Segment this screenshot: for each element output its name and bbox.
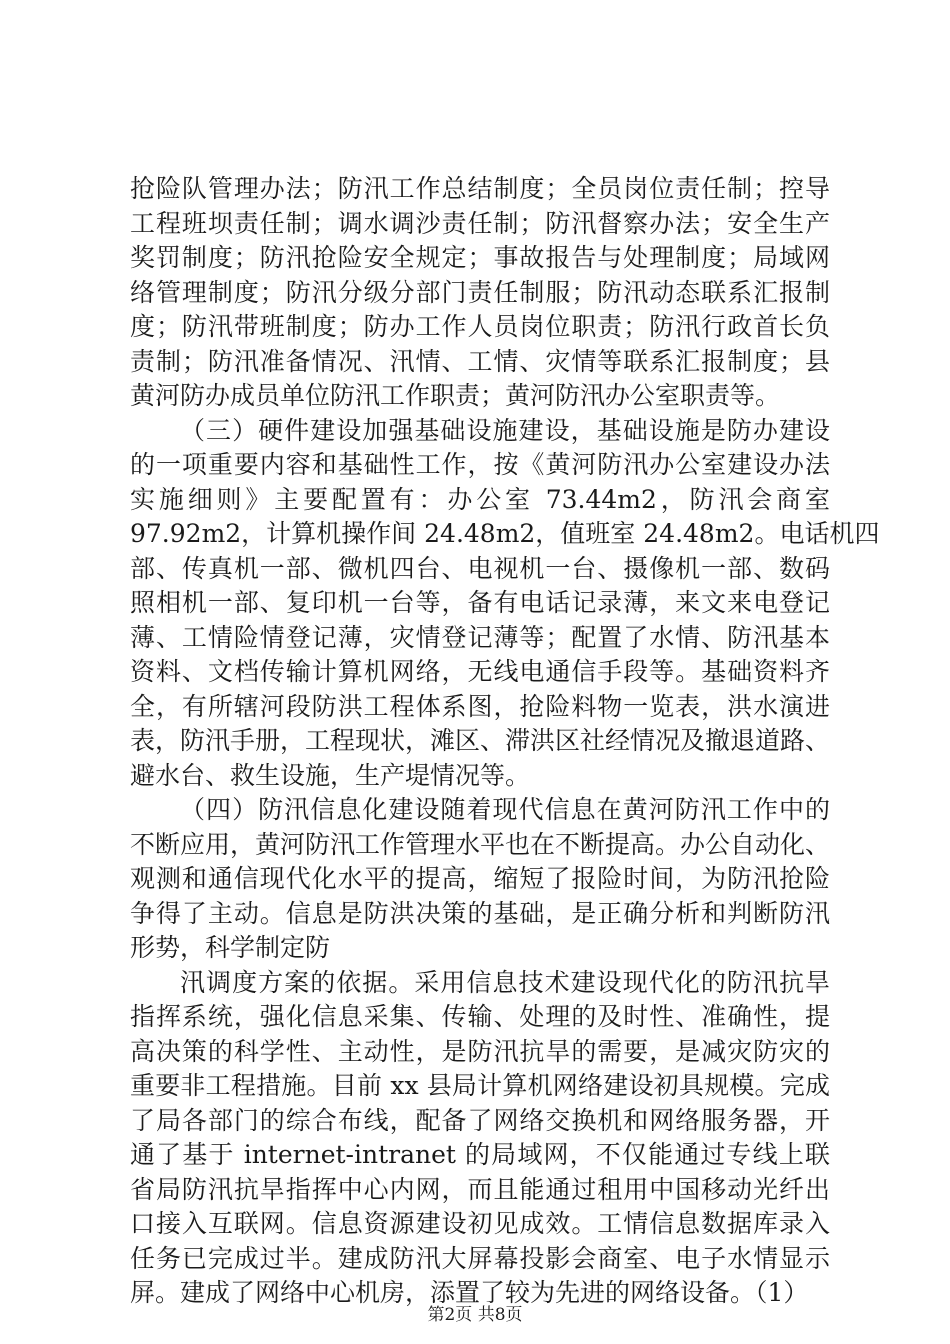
text-line: 工程班坝责任制；调水调沙责任制；防汛督察办法；安全生产 xyxy=(130,208,830,238)
text-line: （三）硬件建设加强基础设施建设，基础设施是防办建设 xyxy=(180,415,830,445)
text-line: 资料、文档传输计算机网络，无线电通信手段等。基础资料齐 xyxy=(130,657,830,686)
text-line: 任务已完成过半。建成防汛大屏幕投影会商室、电子水情显示 xyxy=(130,1243,830,1273)
text-line: 了局各部门的综合布线，配备了网络交换机和网络服务器，开 xyxy=(130,1105,830,1135)
text-line: 的一项重要内容和基础性工作，按《黄河防汛办公室建设办法 xyxy=(130,450,830,479)
text-line: 络管理制度；防汛分级分部门责任制服；防汛动态联系汇报制 xyxy=(130,277,830,307)
text-line: 形势，科学制定防 xyxy=(130,933,331,962)
document-body xyxy=(130,172,880,1311)
text-line: 实施细则》主要配置有：办公室 73.44m2，防汛会商室 xyxy=(130,484,830,514)
text-line: 重要非工程措施。目前 xx 县局计算机网络建设初具规模。完成 xyxy=(130,1071,830,1100)
text-line: 不断应用，黄河防汛工作管理水平也在不断提高。办公自动化、 xyxy=(130,829,831,859)
paragraph-dispatch-plan xyxy=(130,966,830,1311)
text-line: 抢险队管理办法；防汛工作总结制度；全员岗位责任制；控导 xyxy=(130,174,830,203)
text-line: （四）防汛信息化建设随着现代信息在黄河防汛工作中的 xyxy=(180,795,830,824)
text-line: 指挥系统，强化信息采集、传输、处理的及时性、准确性，提 xyxy=(130,1002,830,1031)
paragraph-hardware xyxy=(130,414,880,794)
text-line: 屏。建成了网络中心机房，添置了较为先进的网络设备。（1） xyxy=(130,1278,809,1307)
page-footer: 第2页 共8页 xyxy=(427,1305,523,1325)
text-line: 薄、工情险情登记薄，灾情登记薄等；配置了水情、防汛基本 xyxy=(130,622,830,652)
text-line: 避水台、救生设施，生产堤情况等。 xyxy=(130,760,531,790)
text-line: 照相机一部、复印机一台等，备有电话记录薄，来文来电登记 xyxy=(130,588,830,617)
text-line: 高决策的科学性、主动性，是防汛抗旱的需要，是减灾防灾的 xyxy=(130,1036,830,1066)
text-line: 责制；防汛准备情况、汛情、工情、灾情等联系汇报制度；县 xyxy=(130,346,830,376)
text-line: 省局防汛抗旱指挥中心内网，而且能通过租用中国移动光纤出 xyxy=(130,1174,830,1204)
text-line: 表，防汛手册，工程现状，滩区、滞洪区社经情况及撤退道路、 xyxy=(130,726,831,755)
text-line: 口接入互联网。信息资源建设初见成效。工情信息数据库录入 xyxy=(130,1209,830,1238)
text-line: 争得了主动。信息是防洪决策的基础，是正确分析和判断防汛 xyxy=(130,898,830,928)
text-line: 部、传真机一部、微机四台、电视机一台、摄像机一部、数码 xyxy=(130,553,830,583)
text-line: 通了基于 internet-intranet 的局域网，不仅能通过专线上联 xyxy=(130,1140,830,1169)
text-line: 全，有所辖河段防洪工程体系图，抢险料物一览表，洪水演进 xyxy=(130,691,830,721)
text-line: 观测和通信现代化水平的提高，缩短了报险时间，为防汛抢险 xyxy=(130,864,830,893)
text-line: 奖罚制度；防汛抢险安全规定；事故报告与处理制度；局域网 xyxy=(130,243,830,272)
text-line: 黄河防办成员单位防汛工作职责；黄河防汛办公室职责等。 xyxy=(130,381,781,410)
text-line: 汛调度方案的依据。采用信息技术建设现代化的防汛抗旱 xyxy=(180,967,830,997)
text-line: 度；防汛带班制度；防办工作人员岗位职责；防汛行政首长负 xyxy=(130,312,830,341)
paragraph-informatization xyxy=(130,793,830,966)
text-line: 97.92m2，计算机操作间 24.48m2，值班室 24.48m2。电话机四 xyxy=(130,519,880,548)
paragraph-rules-list xyxy=(130,172,830,414)
